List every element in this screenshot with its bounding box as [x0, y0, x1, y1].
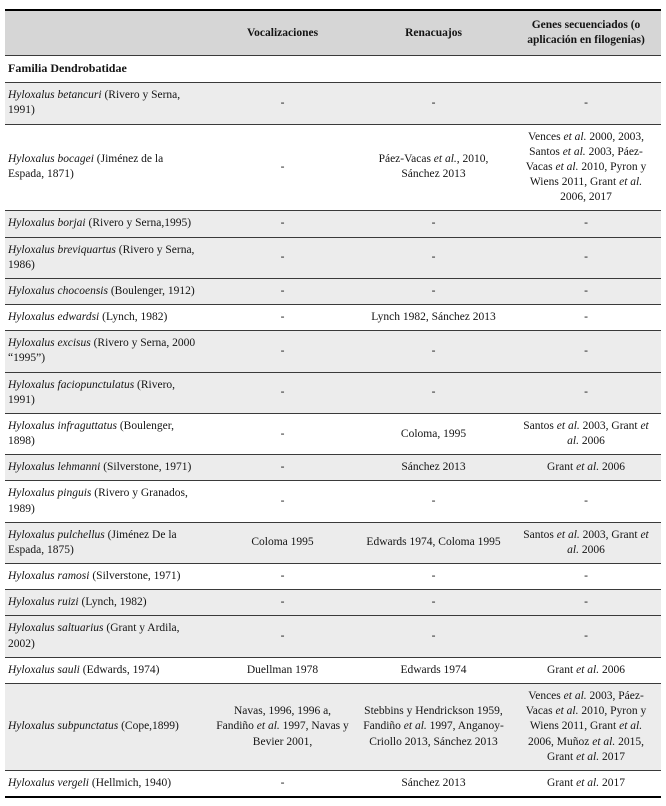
vocalizaciones-cell: -	[209, 331, 356, 372]
renacuajos-cell: -	[356, 372, 511, 413]
table-row	[5, 305, 661, 331]
renacuajos-cell: -	[356, 83, 511, 124]
genes-cell: -	[511, 372, 661, 413]
section-title: Familia Dendrobatidae	[5, 56, 661, 83]
column-header-species	[5, 10, 209, 56]
species-name: Hyloxalus betancuri	[8, 89, 102, 102]
species-cell	[5, 564, 209, 590]
table-row	[5, 413, 661, 454]
table-row	[5, 372, 661, 413]
species-name: Hyloxalus edwardsi	[8, 311, 100, 324]
species-cell	[5, 83, 209, 124]
species-authority: (Rivero y Granados, 1989)	[8, 487, 188, 515]
species-name: Hyloxalus sauli	[8, 663, 80, 676]
species-cell	[5, 331, 209, 372]
renacuajos-cell: -	[356, 590, 511, 616]
vocalizaciones-cell: Coloma 1995	[209, 522, 356, 563]
renacuajos-cell: Edwards 1974	[356, 657, 511, 683]
table-row	[5, 590, 661, 616]
genes-cell: Santos et al. 2003, Grant et al. 2006	[511, 522, 661, 563]
species-name: Hyloxalus pinguis	[8, 487, 92, 500]
genes-cell: -	[511, 237, 661, 278]
table-row	[5, 616, 661, 657]
renacuajos-cell: -	[356, 564, 511, 590]
species-authority: (Rivero y Serna, 2000 “1995”)	[8, 337, 196, 365]
species-authority: (Hellmich, 1940)	[91, 776, 172, 789]
vocalizaciones-cell: -	[209, 616, 356, 657]
species-authority: (Silverstone, 1971)	[92, 570, 181, 583]
table-row	[5, 83, 661, 124]
section-row	[5, 56, 661, 83]
vocalizaciones-cell: -	[209, 481, 356, 522]
species-authority: (Jiménez De la Espada, 1875)	[8, 528, 177, 556]
vocalizaciones-cell: -	[209, 211, 356, 237]
genes-cell: -	[511, 616, 661, 657]
species-cell	[5, 305, 209, 331]
renacuajos-cell: -	[356, 237, 511, 278]
vocalizaciones-cell: -	[209, 305, 356, 331]
species-authority: (Rivero, 1991)	[8, 378, 176, 406]
species-name: Hyloxalus breviquartus	[8, 243, 116, 256]
species-name: Hyloxalus ruizi	[8, 596, 79, 609]
genes-cell: -	[511, 211, 661, 237]
renacuajos-cell: Edwards 1974, Coloma 1995	[356, 522, 511, 563]
species-authority: (Cope,1899)	[121, 720, 179, 733]
species-authority: (Boulenger, 1898)	[8, 419, 174, 448]
genes-cell: -	[511, 481, 661, 522]
genes-cell: Santos et al. 2003, Grant et al. 2006	[511, 413, 661, 454]
renacuajos-cell: Stebbins y Hendrickson 1959, Fandiño et al. 1997, Anganoy-Criollo 2013, Sánchez 2013	[356, 683, 511, 770]
genes-cell: Grant et al. 2006	[511, 657, 661, 683]
species-name: Hyloxalus vergeli	[8, 776, 90, 789]
species-name: Hyloxalus ramosi	[8, 570, 90, 583]
vocalizaciones-cell: -	[209, 83, 356, 124]
genes-cell: Grant et al. 2017	[511, 770, 661, 797]
renacuajos-cell: -	[356, 331, 511, 372]
vocalizaciones-cell: -	[209, 237, 356, 278]
species-cell	[5, 683, 209, 770]
species-name: Hyloxalus lehmanni	[8, 461, 101, 474]
column-header-vocalizaciones: Vocalizaciones	[209, 10, 356, 56]
genes-cell: Vences et al. 2003, Páez-Vacas et al. 2010, Pyron y Wiens 2011, Grant et al. 2006, Muñoz et al. 2015, Grant et al. 2017	[511, 683, 661, 770]
species-authority: (Lynch, 1982)	[81, 596, 147, 609]
vocalizaciones-cell: -	[209, 124, 356, 211]
genes-cell: -	[511, 305, 661, 331]
vocalizaciones-cell: -	[209, 770, 356, 797]
genes-cell: Grant et al. 2006	[511, 455, 661, 481]
species-name: Hyloxalus pulchellus	[8, 528, 105, 541]
vocalizaciones-cell: Navas, 1996, 1996 a, Fandiño et al. 1997, Navas y Bevier 2001,	[209, 683, 356, 770]
species-authority: (Rivero y Serna, 1991)	[8, 89, 181, 117]
species-authority: (Rivero y Serna,1995)	[88, 217, 192, 230]
species-cell	[5, 413, 209, 454]
species-cell	[5, 455, 209, 481]
table-row	[5, 455, 661, 481]
species-authority: (Boulenger, 1912)	[110, 284, 195, 297]
species-authority: (Edwards, 1974)	[82, 663, 160, 676]
species-authority: (Silverstone, 1971)	[103, 461, 192, 474]
renacuajos-cell: Sánchez 2013	[356, 455, 511, 481]
column-header-renacuajos: Renacuajos	[356, 10, 511, 56]
genes-cell: -	[511, 590, 661, 616]
table-row	[5, 564, 661, 590]
table-row	[5, 522, 661, 563]
species-cell	[5, 124, 209, 211]
species-cell	[5, 616, 209, 657]
table-row	[5, 237, 661, 278]
vocalizaciones-cell: -	[209, 372, 356, 413]
genes-cell: -	[511, 83, 661, 124]
vocalizaciones-cell: Duellman 1978	[209, 657, 356, 683]
species-cell	[5, 278, 209, 304]
genes-cell: Vences et al. 2000, 2003, Santos et al. 2003, Páez-Vacas et al. 2010, Pyron y Wiens 2011, Grant et al. 2006, 2017	[511, 124, 661, 211]
vocalizaciones-cell: -	[209, 455, 356, 481]
species-cell	[5, 657, 209, 683]
table-row	[5, 657, 661, 683]
genes-cell: -	[511, 564, 661, 590]
table-row	[5, 278, 661, 304]
species-name: Hyloxalus subpunctatus	[8, 720, 119, 733]
renacuajos-cell: -	[356, 211, 511, 237]
genes-cell: -	[511, 331, 661, 372]
table-row	[5, 211, 661, 237]
vocalizaciones-cell: -	[209, 413, 356, 454]
species-authority: (Jiménez de la Espada, 1871)	[8, 153, 164, 181]
species-name: Hyloxalus borjai	[8, 217, 86, 230]
species-cell	[5, 211, 209, 237]
table-header-row	[5, 10, 661, 56]
species-name: Hyloxalus chocoensis	[8, 284, 108, 297]
renacuajos-cell: -	[356, 481, 511, 522]
column-header-genes: Genes secuenciados (o aplicación en filogenias)	[511, 10, 661, 56]
species-name: Hyloxalus saltuarius	[8, 622, 104, 635]
renacuajos-cell: Coloma, 1995	[356, 413, 511, 454]
species-cell	[5, 522, 209, 563]
vocalizaciones-cell: -	[209, 564, 356, 590]
renacuajos-cell: Lynch 1982, Sánchez 2013	[356, 305, 511, 331]
species-cell	[5, 481, 209, 522]
renacuajos-cell: Páez-Vacas et al., 2010, Sánchez 2013	[356, 124, 511, 211]
vocalizaciones-cell: -	[209, 590, 356, 616]
table-row	[5, 331, 661, 372]
species-authority: (Grant y Ardila, 2002)	[8, 622, 180, 650]
genes-cell: -	[511, 278, 661, 304]
species-cell	[5, 590, 209, 616]
species-name: Hyloxalus bocagei	[8, 153, 94, 166]
table-row	[5, 683, 661, 770]
species-authority: (Rivero y Serna, 1986)	[8, 243, 195, 271]
species-name: Hyloxalus infraguttatus	[8, 419, 117, 432]
table-row	[5, 481, 661, 522]
species-authority: (Lynch, 1982)	[102, 311, 168, 324]
species-table	[5, 9, 661, 798]
table-row	[5, 124, 661, 211]
species-name: Hyloxalus faciopunctulatus	[8, 378, 135, 391]
vocalizaciones-cell: -	[209, 278, 356, 304]
table-body	[5, 56, 661, 797]
species-cell	[5, 237, 209, 278]
species-cell	[5, 372, 209, 413]
renacuajos-cell: -	[356, 616, 511, 657]
renacuajos-cell: -	[356, 278, 511, 304]
species-name: Hyloxalus excisus	[8, 337, 91, 350]
renacuajos-cell: Sánchez 2013	[356, 770, 511, 797]
